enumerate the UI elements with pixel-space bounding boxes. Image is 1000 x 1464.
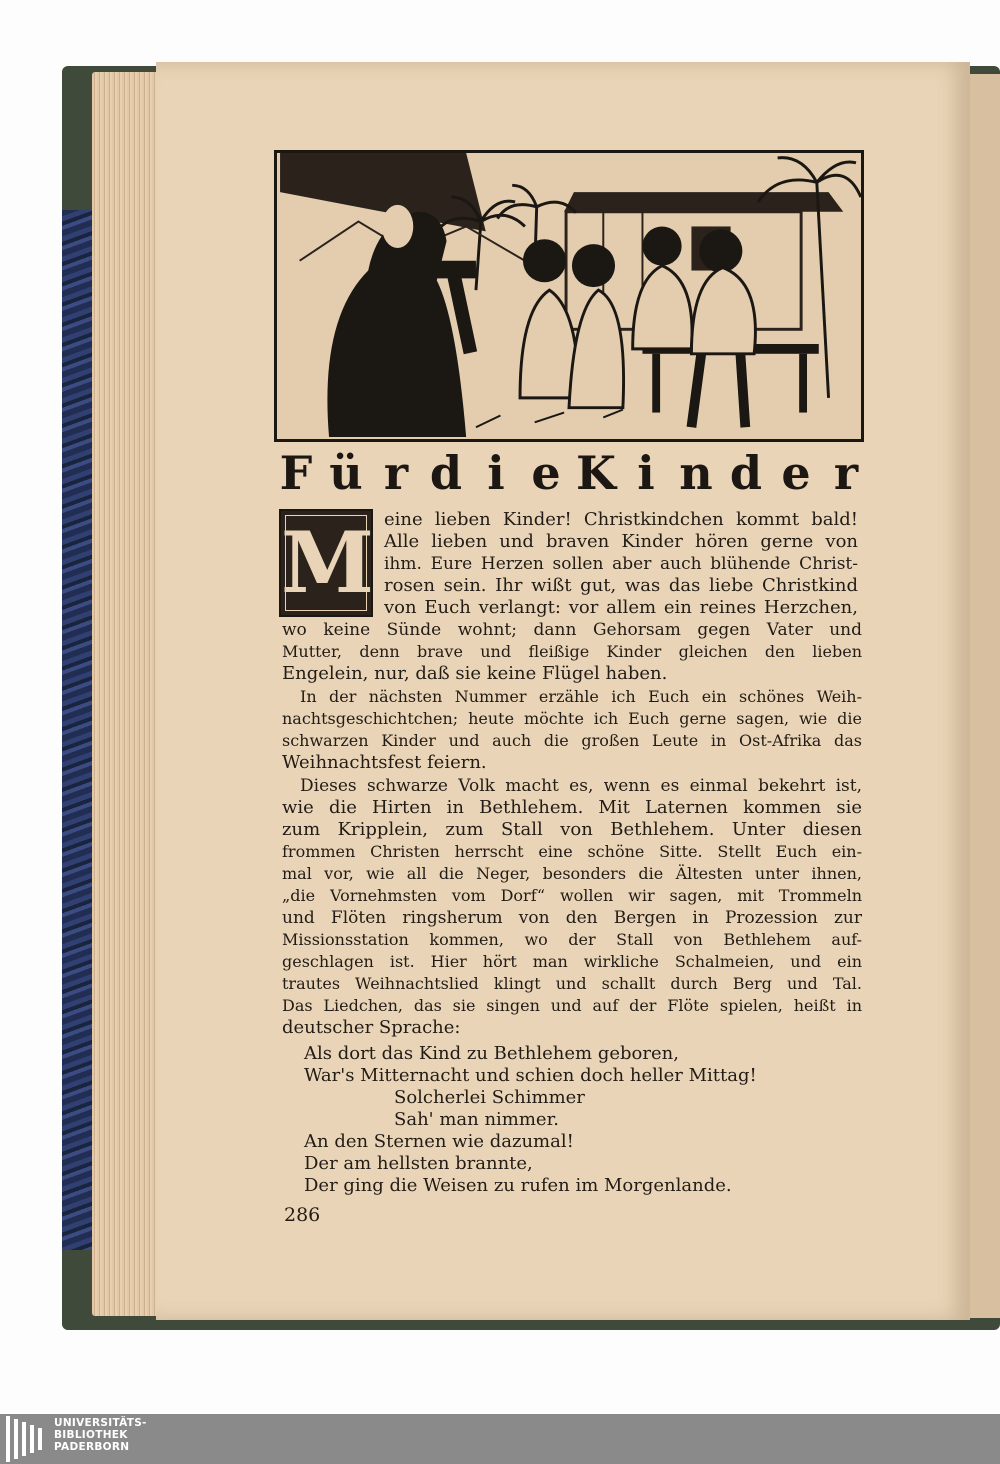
library-name-line: UNIVERSITÄTS-: [54, 1417, 147, 1429]
text-line: wie die Hirten in Bethlehem. Mit Laternen kommen sie: [282, 797, 862, 818]
text-line: wo keine Sünde wohnt; dann Gehorsam gegen Vater und: [282, 620, 862, 640]
text-line: schwarzen Kinder und auch die großen Leute in Ost-Afrika das: [282, 731, 862, 750]
text-line: „die Vornehmsten vom Dorf“ wollen wir sagen, mit Trommeln: [282, 886, 862, 905]
marbled-cover-edge: [62, 210, 96, 1250]
illustration-drawing: [277, 153, 861, 439]
text-line: Dieses schwarze Volk macht es, wenn es einmal bekehrt ist,: [300, 776, 862, 796]
heading-letter: i: [637, 446, 655, 500]
text-line: Engelein, nur, daß sie keine Flügel haben.: [282, 663, 668, 684]
heading-letter: i: [487, 446, 505, 500]
library-name: [54, 1417, 147, 1453]
text-line: trautes Weihnachtslied klingt und schallt durch Berg und Tal.: [282, 974, 862, 993]
poem-line: Sah' man nimmer.: [394, 1109, 559, 1130]
text-line: rosen sein. Ihr wißt gut, was das liebe Christkind: [384, 575, 858, 596]
text-line: Weihnachtsfest feiern.: [282, 752, 487, 773]
text-line: mal vor, wie all die Neger, besonders die Ältesten unter ihnen,: [282, 864, 862, 883]
heading-letter: K: [576, 446, 616, 500]
heading-letter: n: [679, 446, 713, 500]
text-line: deutscher Sprache:: [282, 1017, 461, 1038]
page-number: 286: [284, 1204, 321, 1226]
library-name-line: PADERBORN: [54, 1441, 130, 1453]
facing-page-edge: [968, 74, 1000, 1318]
heading-letter: d: [429, 446, 463, 500]
heading-letter: e: [531, 446, 561, 500]
poem-line: An den Sternen wie dazumal!: [304, 1131, 574, 1152]
text-line: nachtsgeschichtchen; heute möchte ich Euch gerne sagen, wie die: [282, 709, 862, 728]
heading-letter: ü: [329, 446, 363, 500]
text-line: Das Liedchen, das sie singen und auf der Flöte spielen, heißt in: [282, 996, 862, 1015]
poem-line: War's Mitternacht und schien doch heller Mittag!: [304, 1065, 757, 1086]
poem-line: Der ging die Weisen zu rufen im Morgenlande.: [304, 1175, 732, 1196]
heading-letter: e: [781, 446, 811, 500]
heading-letter: r: [383, 446, 409, 500]
page-stack-edge: [92, 72, 162, 1316]
heading-letter: r: [833, 446, 859, 500]
poem-line: Der am hellsten brannte,: [304, 1153, 533, 1174]
text-line: geschlagen ist. Hier hört man wirkliche Schalmeien, und ein: [282, 952, 862, 971]
poem-line: Als dort das Kind zu Bethlehem geboren,: [304, 1043, 679, 1064]
poem-line: Solcherlei Schimmer: [394, 1087, 585, 1108]
text-line: Mutter, denn brave und fleißige Kinder gleichen den lieben: [282, 642, 862, 661]
heading-letter: d: [729, 446, 763, 500]
text-line: ihm. Eure Herzen sollen aber auch blühende Christ-: [384, 554, 858, 574]
text-line: Alle lieben und braven Kinder hören gerne von: [384, 531, 858, 552]
text-line: frommen Christen herrscht eine schöne Sitte. Stellt Euch ein-: [282, 842, 862, 861]
text-line: von Euch verlangt: vor allem ein reines Herzchen,: [384, 597, 858, 618]
text-line: eine lieben Kinder! Christkindchen kommt bald!: [384, 509, 858, 530]
text-line: Missionsstation kommen, wo der Stall von Bethlehem auf-: [282, 930, 862, 949]
heading-letter: F: [279, 446, 313, 500]
illustration-nun-with-children: [274, 150, 864, 442]
text-line: und Flöten ringsherum von den Bergen in Prozession zur: [282, 908, 862, 928]
text-line: In der nächsten Nummer erzähle ich Euch ein schönes Weih-: [300, 687, 862, 706]
text-line: zum Kripplein, zum Stall von Bethlehem. Unter diesen: [282, 819, 862, 840]
library-name-line: BIBLIOTHEK: [54, 1429, 128, 1441]
drop-cap-initial: M: [279, 509, 373, 617]
library-logo-icon: [4, 1416, 48, 1462]
library-footer-bar: [0, 1414, 1000, 1464]
page-heading: [276, 448, 866, 498]
